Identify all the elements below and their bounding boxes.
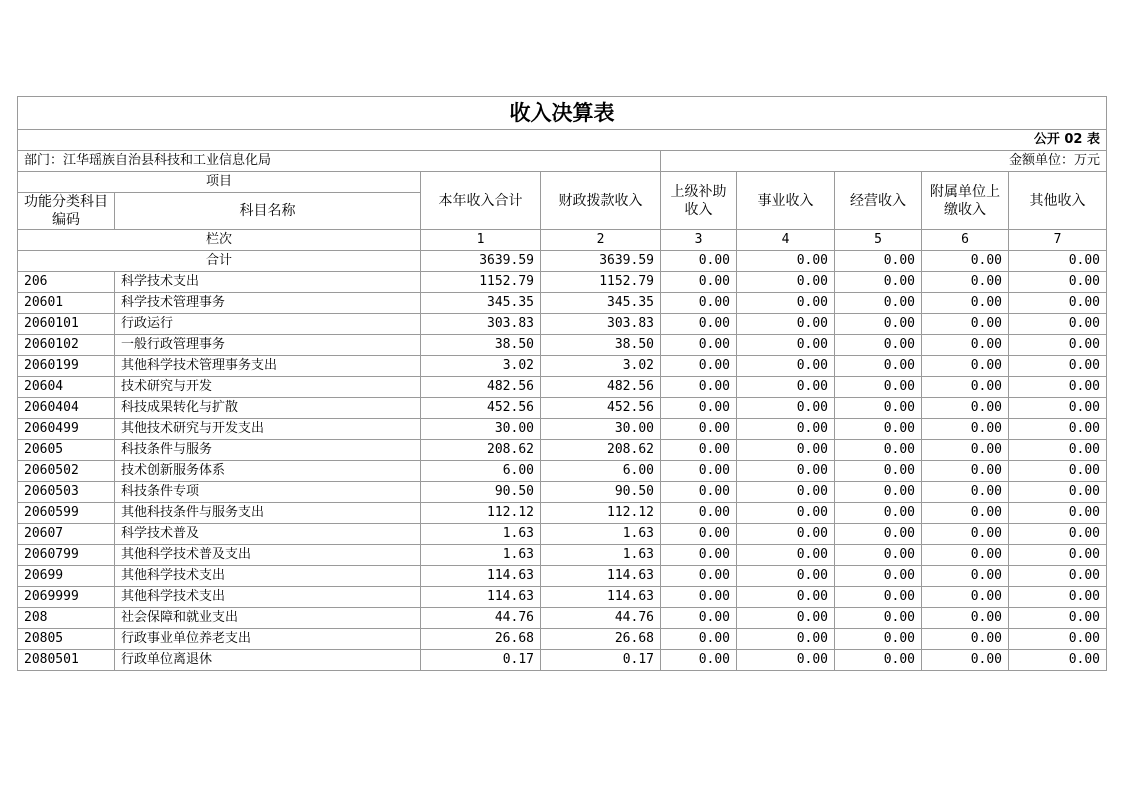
subject-code: 2060102 xyxy=(18,335,115,356)
amount-cell: 0.00 xyxy=(922,461,1009,482)
amount-cell: 0.17 xyxy=(541,650,661,671)
table-row xyxy=(18,335,1107,356)
header-item: 项目 xyxy=(18,172,421,193)
subject-code: 20605 xyxy=(18,440,115,461)
amount-cell: 0.00 xyxy=(1009,587,1107,608)
amount-cell: 0.00 xyxy=(737,650,835,671)
subject-name: 科技条件与服务 xyxy=(115,440,421,461)
amount-cell: 0.00 xyxy=(835,608,922,629)
amount-cell: 0.00 xyxy=(737,293,835,314)
amount-cell: 0.00 xyxy=(835,545,922,566)
total-value: 0.00 xyxy=(1009,251,1107,272)
table-row xyxy=(18,566,1107,587)
column-number-row xyxy=(18,230,1107,251)
amount-cell: 0.00 xyxy=(661,335,737,356)
amount-cell: 38.50 xyxy=(421,335,541,356)
subject-code: 2069999 xyxy=(18,587,115,608)
amount-cell: 0.00 xyxy=(737,482,835,503)
amount-cell: 0.00 xyxy=(922,650,1009,671)
subject-code: 2060599 xyxy=(18,503,115,524)
amount-cell: 1.63 xyxy=(421,545,541,566)
amount-cell: 0.00 xyxy=(737,587,835,608)
amount-cell: 0.00 xyxy=(835,440,922,461)
amount-cell: 1.63 xyxy=(541,545,661,566)
header-superior: 上级补助收入 xyxy=(661,172,737,230)
amount-cell: 112.12 xyxy=(421,503,541,524)
subject-name: 科学技术管理事务 xyxy=(115,293,421,314)
amount-cell: 0.00 xyxy=(1009,461,1107,482)
column-number: 1 xyxy=(421,230,541,251)
amount-cell: 345.35 xyxy=(421,293,541,314)
header-other: 其他收入 xyxy=(1009,172,1107,230)
amount-cell: 0.00 xyxy=(661,314,737,335)
total-label: 合计 xyxy=(18,251,421,272)
amount-cell: 1.63 xyxy=(541,524,661,545)
subject-name: 科技成果转化与扩散 xyxy=(115,398,421,419)
amount-cell: 0.00 xyxy=(1009,419,1107,440)
total-value: 3639.59 xyxy=(541,251,661,272)
subject-name: 社会保障和就业支出 xyxy=(115,608,421,629)
amount-cell: 0.00 xyxy=(835,482,922,503)
subject-name: 行政单位离退休 xyxy=(115,650,421,671)
amount-cell: 6.00 xyxy=(541,461,661,482)
department-label: 部门：江华瑶族自治县科技和工业信息化局 xyxy=(18,151,661,172)
header-fiscal: 财政拨款收入 xyxy=(541,172,661,230)
amount-cell: 0.00 xyxy=(922,356,1009,377)
table-row xyxy=(18,293,1107,314)
amount-cell: 0.00 xyxy=(1009,398,1107,419)
amount-cell: 345.35 xyxy=(541,293,661,314)
subject-code: 20601 xyxy=(18,293,115,314)
amount-cell: 0.00 xyxy=(661,440,737,461)
table-row xyxy=(18,398,1107,419)
total-value: 0.00 xyxy=(922,251,1009,272)
subject-name: 其他科学技术支出 xyxy=(115,566,421,587)
table-row xyxy=(18,440,1107,461)
subject-code: 20607 xyxy=(18,524,115,545)
amount-cell: 0.00 xyxy=(737,419,835,440)
column-number: 5 xyxy=(835,230,922,251)
subject-name: 其他科学技术普及支出 xyxy=(115,545,421,566)
amount-cell: 303.83 xyxy=(421,314,541,335)
table-row xyxy=(18,545,1107,566)
amount-cell: 44.76 xyxy=(421,608,541,629)
amount-cell: 1152.79 xyxy=(541,272,661,293)
table-row xyxy=(18,482,1107,503)
amount-cell: 0.00 xyxy=(1009,440,1107,461)
amount-cell: 0.00 xyxy=(661,545,737,566)
amount-cell: 0.00 xyxy=(661,356,737,377)
amount-cell: 0.00 xyxy=(661,608,737,629)
subject-name: 其他科技条件与服务支出 xyxy=(115,503,421,524)
total-value: 0.00 xyxy=(661,251,737,272)
amount-cell: 0.00 xyxy=(661,650,737,671)
amount-cell: 0.00 xyxy=(1009,650,1107,671)
amount-cell: 0.00 xyxy=(922,419,1009,440)
amount-cell: 0.00 xyxy=(1009,293,1107,314)
amount-cell: 90.50 xyxy=(541,482,661,503)
amount-cell: 0.00 xyxy=(922,335,1009,356)
amount-cell: 38.50 xyxy=(541,335,661,356)
amount-cell: 0.00 xyxy=(737,377,835,398)
amount-cell: 0.00 xyxy=(835,398,922,419)
amount-cell: 0.00 xyxy=(661,629,737,650)
amount-cell: 0.00 xyxy=(835,293,922,314)
amount-cell: 0.00 xyxy=(922,272,1009,293)
amount-cell: 0.00 xyxy=(737,629,835,650)
header-affiliated: 附属单位上缴收入 xyxy=(922,172,1009,230)
subject-code: 2060502 xyxy=(18,461,115,482)
amount-cell: 90.50 xyxy=(421,482,541,503)
table-row xyxy=(18,587,1107,608)
column-number: 6 xyxy=(922,230,1009,251)
table-row xyxy=(18,629,1107,650)
table-row xyxy=(18,272,1107,293)
amount-cell: 0.00 xyxy=(1009,314,1107,335)
amount-cell: 0.00 xyxy=(1009,482,1107,503)
income-final-accounts-table xyxy=(17,96,1107,671)
amount-cell: 452.56 xyxy=(541,398,661,419)
amount-cell: 114.63 xyxy=(421,566,541,587)
amount-cell: 482.56 xyxy=(541,377,661,398)
subject-name: 其他科学技术支出 xyxy=(115,587,421,608)
table-row xyxy=(18,356,1107,377)
amount-cell: 0.00 xyxy=(737,524,835,545)
subject-code: 2060404 xyxy=(18,398,115,419)
subject-name: 其他技术研究与开发支出 xyxy=(115,419,421,440)
header-total: 本年收入合计 xyxy=(421,172,541,230)
amount-cell: 114.63 xyxy=(541,566,661,587)
amount-cell: 0.00 xyxy=(1009,272,1107,293)
amount-cell: 0.00 xyxy=(835,650,922,671)
page-title: 收入决算表 xyxy=(18,97,1107,130)
subject-name: 科学技术支出 xyxy=(115,272,421,293)
amount-cell: 0.00 xyxy=(922,524,1009,545)
column-number-label: 栏次 xyxy=(18,230,421,251)
total-value: 3639.59 xyxy=(421,251,541,272)
amount-cell: 0.00 xyxy=(835,503,922,524)
table-row xyxy=(18,461,1107,482)
total-row xyxy=(18,251,1107,272)
amount-cell: 0.00 xyxy=(1009,545,1107,566)
table-row xyxy=(18,419,1107,440)
amount-cell: 0.00 xyxy=(1009,335,1107,356)
subject-code: 206 xyxy=(18,272,115,293)
amount-cell: 303.83 xyxy=(541,314,661,335)
amount-cell: 0.00 xyxy=(661,461,737,482)
amount-cell: 0.00 xyxy=(922,482,1009,503)
amount-cell: 114.63 xyxy=(541,587,661,608)
amount-cell: 0.00 xyxy=(835,272,922,293)
amount-cell: 452.56 xyxy=(421,398,541,419)
amount-cell: 0.00 xyxy=(835,356,922,377)
amount-cell: 0.00 xyxy=(737,440,835,461)
amount-cell: 0.00 xyxy=(922,629,1009,650)
amount-cell: 208.62 xyxy=(541,440,661,461)
amount-cell: 0.00 xyxy=(922,608,1009,629)
amount-cell: 3.02 xyxy=(421,356,541,377)
amount-cell: 0.00 xyxy=(661,503,737,524)
amount-cell: 0.00 xyxy=(922,545,1009,566)
amount-cell: 0.00 xyxy=(661,377,737,398)
header-business: 事业收入 xyxy=(737,172,835,230)
amount-cell: 0.00 xyxy=(737,608,835,629)
amount-cell: 0.00 xyxy=(835,419,922,440)
amount-cell: 0.00 xyxy=(1009,524,1107,545)
subject-name: 科技条件专项 xyxy=(115,482,421,503)
amount-cell: 0.00 xyxy=(661,272,737,293)
table-row xyxy=(18,314,1107,335)
header-operating: 经营收入 xyxy=(835,172,922,230)
subject-code: 2060499 xyxy=(18,419,115,440)
subject-code: 2060101 xyxy=(18,314,115,335)
amount-cell: 0.17 xyxy=(421,650,541,671)
subject-name: 行政运行 xyxy=(115,314,421,335)
subject-code: 20805 xyxy=(18,629,115,650)
amount-cell: 0.00 xyxy=(1009,377,1107,398)
amount-cell: 0.00 xyxy=(661,419,737,440)
amount-cell: 0.00 xyxy=(835,566,922,587)
amount-cell: 0.00 xyxy=(835,461,922,482)
unit-label: 金额单位：万元 xyxy=(661,151,1107,172)
column-number: 7 xyxy=(1009,230,1107,251)
amount-cell: 6.00 xyxy=(421,461,541,482)
amount-cell: 0.00 xyxy=(835,377,922,398)
amount-cell: 0.00 xyxy=(661,398,737,419)
amount-cell: 0.00 xyxy=(661,524,737,545)
amount-cell: 112.12 xyxy=(541,503,661,524)
header-name: 科目名称 xyxy=(115,193,421,230)
amount-cell: 0.00 xyxy=(661,566,737,587)
amount-cell: 0.00 xyxy=(737,335,835,356)
amount-cell: 30.00 xyxy=(421,419,541,440)
amount-cell: 0.00 xyxy=(737,314,835,335)
subject-name: 科学技术普及 xyxy=(115,524,421,545)
amount-cell: 0.00 xyxy=(922,314,1009,335)
column-number: 2 xyxy=(541,230,661,251)
table-row xyxy=(18,608,1107,629)
amount-cell: 0.00 xyxy=(835,587,922,608)
amount-cell: 0.00 xyxy=(922,398,1009,419)
amount-cell: 0.00 xyxy=(1009,629,1107,650)
table-row xyxy=(18,524,1107,545)
total-value: 0.00 xyxy=(737,251,835,272)
table-row xyxy=(18,377,1107,398)
amount-cell: 0.00 xyxy=(737,545,835,566)
subject-name: 技术研究与开发 xyxy=(115,377,421,398)
subject-code: 2060799 xyxy=(18,545,115,566)
amount-cell: 0.00 xyxy=(1009,566,1107,587)
subject-name: 其他科学技术管理事务支出 xyxy=(115,356,421,377)
subject-code: 2060503 xyxy=(18,482,115,503)
amount-cell: 0.00 xyxy=(835,335,922,356)
amount-cell: 0.00 xyxy=(922,566,1009,587)
amount-cell: 30.00 xyxy=(541,419,661,440)
amount-cell: 0.00 xyxy=(922,377,1009,398)
table-number: 公开 02 表 xyxy=(18,130,1107,151)
amount-cell: 114.63 xyxy=(421,587,541,608)
amount-cell: 0.00 xyxy=(835,629,922,650)
subject-name: 一般行政管理事务 xyxy=(115,335,421,356)
amount-cell: 208.62 xyxy=(421,440,541,461)
subject-code: 2080501 xyxy=(18,650,115,671)
amount-cell: 3.02 xyxy=(541,356,661,377)
amount-cell: 0.00 xyxy=(661,482,737,503)
header-code: 功能分类科目编码 xyxy=(18,193,115,230)
subject-code: 208 xyxy=(18,608,115,629)
amount-cell: 0.00 xyxy=(835,524,922,545)
table-row xyxy=(18,650,1107,671)
column-number: 3 xyxy=(661,230,737,251)
total-value: 0.00 xyxy=(835,251,922,272)
amount-cell: 0.00 xyxy=(737,461,835,482)
amount-cell: 0.00 xyxy=(835,314,922,335)
subject-name: 行政事业单位养老支出 xyxy=(115,629,421,650)
amount-cell: 0.00 xyxy=(922,440,1009,461)
subject-code: 20604 xyxy=(18,377,115,398)
amount-cell: 26.68 xyxy=(541,629,661,650)
amount-cell: 0.00 xyxy=(737,503,835,524)
amount-cell: 1.63 xyxy=(421,524,541,545)
subject-code: 20699 xyxy=(18,566,115,587)
amount-cell: 0.00 xyxy=(922,503,1009,524)
column-number: 4 xyxy=(737,230,835,251)
amount-cell: 0.00 xyxy=(1009,608,1107,629)
amount-cell: 0.00 xyxy=(661,293,737,314)
amount-cell: 44.76 xyxy=(541,608,661,629)
amount-cell: 0.00 xyxy=(737,272,835,293)
table-row xyxy=(18,503,1107,524)
amount-cell: 0.00 xyxy=(661,587,737,608)
amount-cell: 0.00 xyxy=(737,356,835,377)
amount-cell: 1152.79 xyxy=(421,272,541,293)
subject-code: 2060199 xyxy=(18,356,115,377)
amount-cell: 26.68 xyxy=(421,629,541,650)
amount-cell: 0.00 xyxy=(1009,356,1107,377)
amount-cell: 0.00 xyxy=(737,566,835,587)
subject-name: 技术创新服务体系 xyxy=(115,461,421,482)
amount-cell: 0.00 xyxy=(922,293,1009,314)
amount-cell: 0.00 xyxy=(922,587,1009,608)
amount-cell: 0.00 xyxy=(737,398,835,419)
amount-cell: 482.56 xyxy=(421,377,541,398)
amount-cell: 0.00 xyxy=(1009,503,1107,524)
